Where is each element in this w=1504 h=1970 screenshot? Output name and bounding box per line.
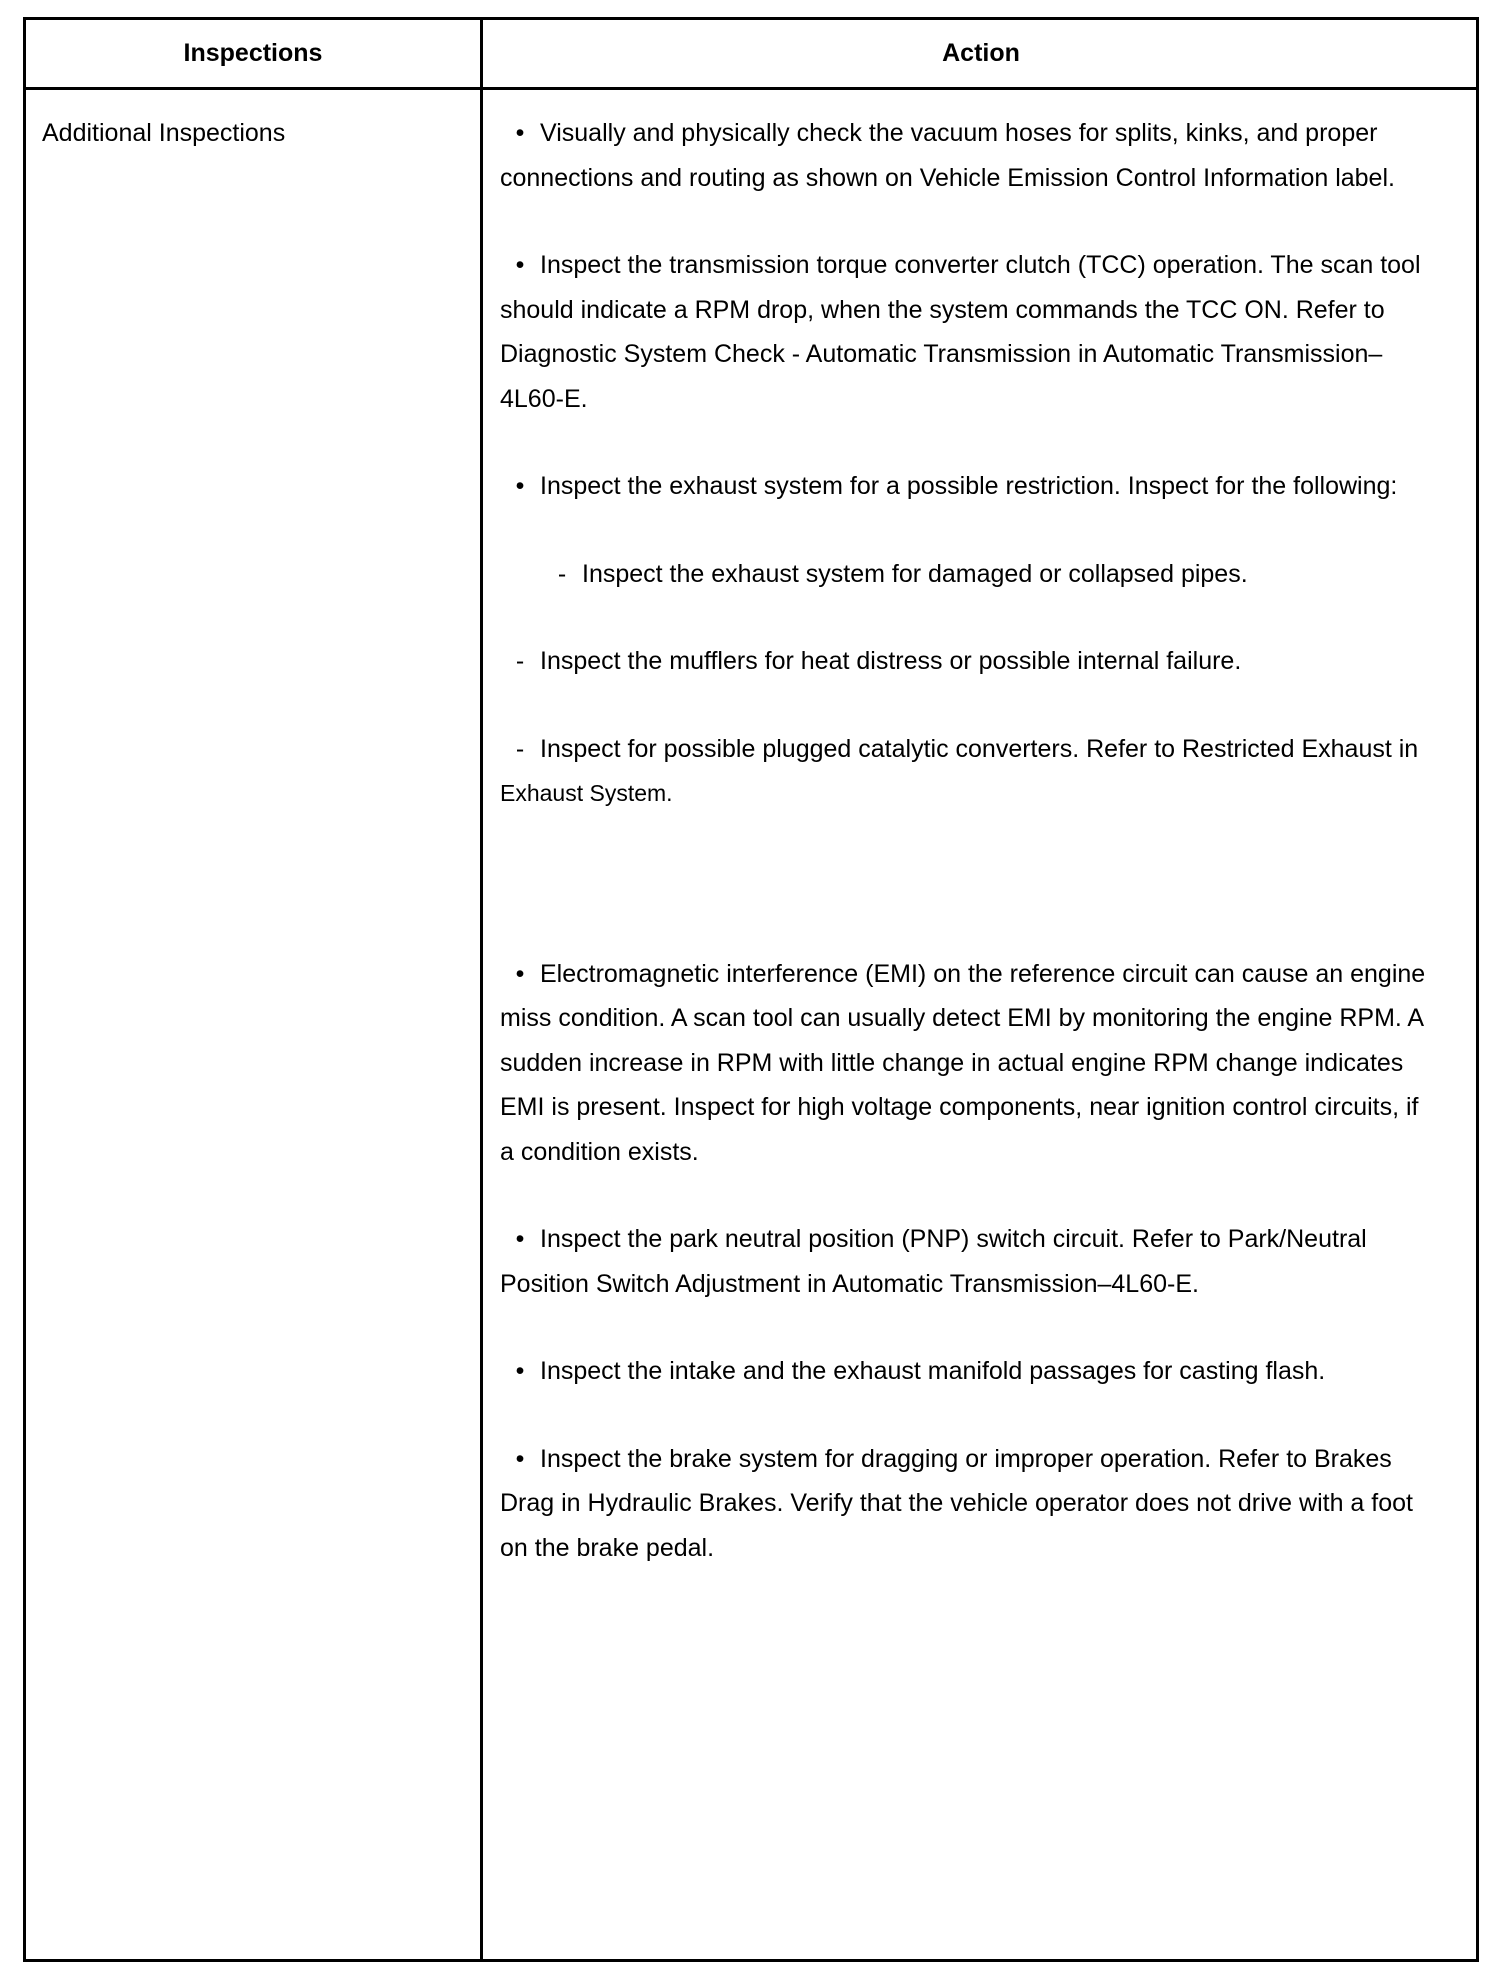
bullet-icon: • xyxy=(515,251,525,279)
action-text: Inspect the mufflers for heat distress or possible internal failure. xyxy=(540,647,1242,675)
reference-link-text: Exhaust System. xyxy=(500,780,673,806)
header-action: Action xyxy=(942,39,1020,67)
bullet-icon: • xyxy=(515,119,525,147)
bullet-icon: • xyxy=(515,1225,525,1253)
action-item-brake-system xyxy=(500,1437,1430,1571)
column-divider xyxy=(480,20,483,1959)
action-text: Inspect the brake system for dragging or improper operation. Refer to Brakes Drag in Hydraulic Brakes. Verify that the vehicle operator does not drive with a foot on the brake pedal. xyxy=(500,1444,1413,1562)
bullet-icon: • xyxy=(515,472,525,500)
bullet-icon: • xyxy=(515,959,525,988)
inspection-name: Additional Inspections xyxy=(42,119,286,147)
bullet-icon: • xyxy=(515,1357,525,1385)
action-item-emi xyxy=(500,952,1430,1175)
action-item-pnp-switch xyxy=(500,1217,1430,1306)
dash-icon: - xyxy=(515,734,525,763)
action-text: Inspect the exhaust system for damaged or collapsed pipes. xyxy=(582,559,1248,588)
action-text: Inspect the park neutral position (PNP) switch circuit. Refer to Park/Neutral Position Switch Adjustment in Automatic Transmission–4L60-E. xyxy=(500,1225,1367,1298)
action-subitem-collapsed-pipes xyxy=(500,552,1430,597)
dash-icon: - xyxy=(557,559,567,588)
action-item-manifold-passages xyxy=(500,1349,1430,1394)
action-text: Inspect the intake and the exhaust manifold passages for casting flash. xyxy=(540,1357,1326,1385)
table-header-row xyxy=(26,20,1476,90)
action-subitem-mufflers xyxy=(500,639,1430,684)
blank-gap xyxy=(500,859,1430,952)
action-text: Inspect for possible plugged catalytic converters. Refer to Restricted Exhaust in xyxy=(540,734,1419,763)
action-text: Inspect the transmission torque converter clutch (TCC) operation. The scan tool should indicate a RPM drop, when the system commands the TCC ON. Refer to Diagnostic System Check - Automatic Transmission in Automatic Transmission–4L60-E. xyxy=(500,251,1421,413)
dash-icon: - xyxy=(515,647,525,675)
action-text: Electromagnetic interference (EMI) on the reference circuit can cause an engine miss condition. A scan tool can usually detect EMI by monitoring the engine RPM. A sudden increase in RPM with little change in actual engine RPM change indicates EMI is present. Inspect for high voltage components, near ignition control circuits, if a condition exists. xyxy=(500,959,1426,1166)
action-text: Visually and physically check the vacuum hoses for splits, kinks, and proper connections and routing as shown on Vehicle Emission Control Information label. xyxy=(500,119,1395,192)
action-text: Inspect the exhaust system for a possible restriction. Inspect for the following: xyxy=(540,472,1398,500)
action-item-exhaust-restriction xyxy=(500,464,1430,509)
action-item-tcc-operation xyxy=(500,243,1430,421)
bullet-icon: • xyxy=(515,1444,525,1473)
action-subitem-catalytic-converters xyxy=(500,727,1430,816)
header-inspections: Inspections xyxy=(183,39,323,67)
action-cell xyxy=(500,111,1430,1613)
inspection-table xyxy=(23,17,1479,1962)
action-item-vacuum-hoses xyxy=(500,111,1430,200)
